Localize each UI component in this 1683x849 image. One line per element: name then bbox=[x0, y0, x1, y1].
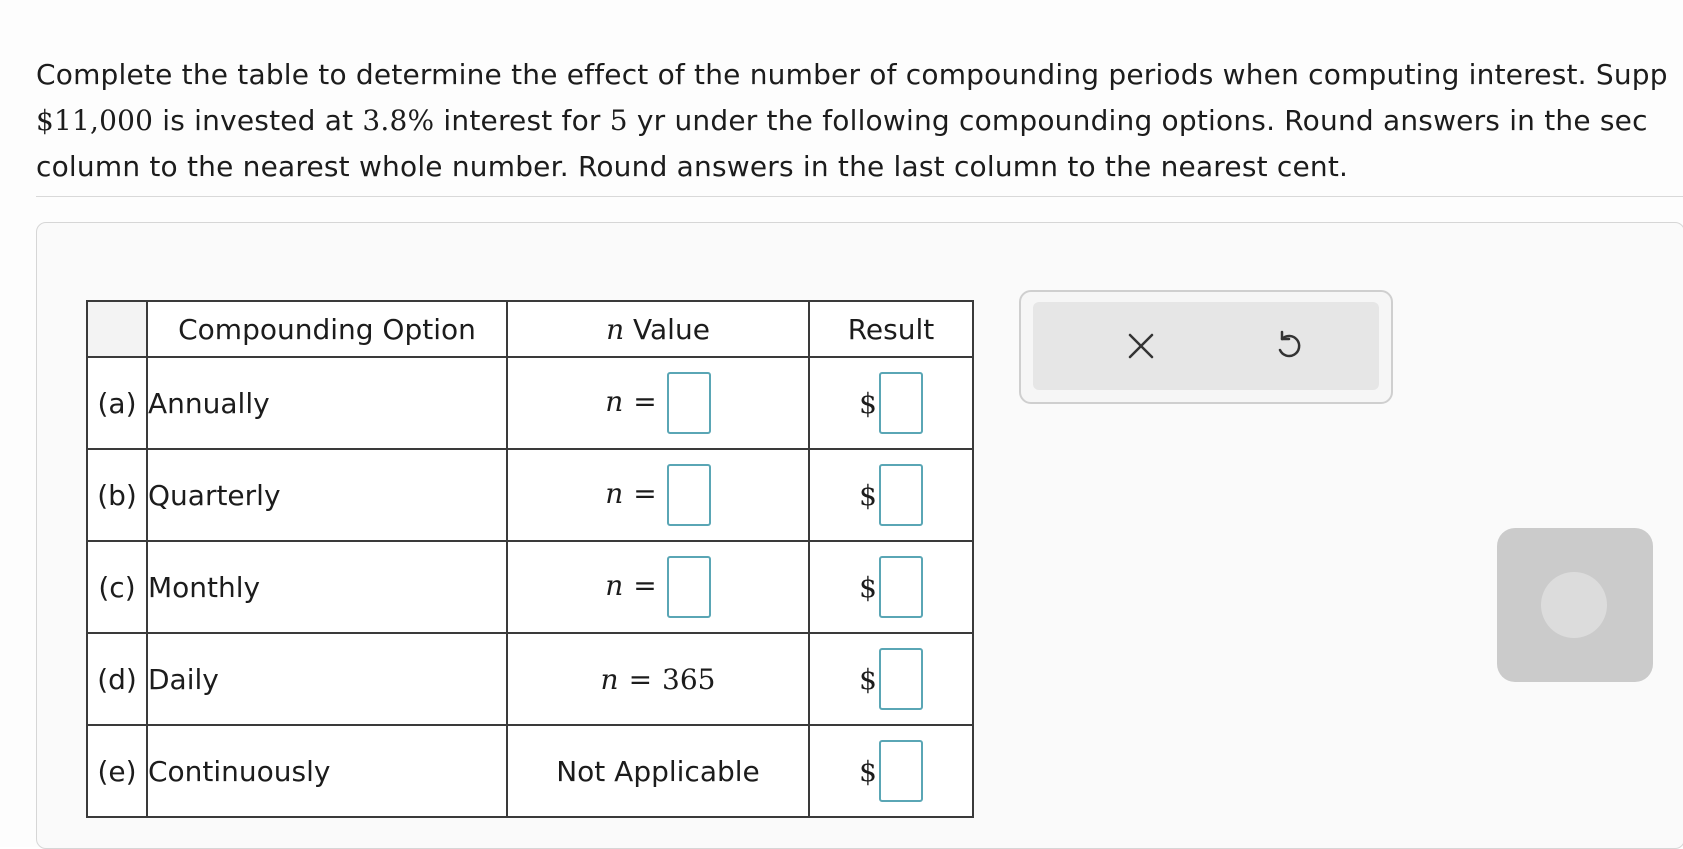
undo-button[interactable] bbox=[1265, 322, 1313, 370]
instructions-line-1: Complete the table to determine the effect of the number of compounding periods when computing interest. Supp bbox=[36, 58, 1668, 91]
table-row bbox=[87, 541, 973, 633]
result-input[interactable] bbox=[879, 648, 923, 710]
row-option: Monthly bbox=[147, 541, 507, 633]
n-variable: n bbox=[605, 477, 624, 510]
equals-sign: = bbox=[633, 385, 657, 418]
equals-sign: = bbox=[633, 477, 657, 510]
result-input[interactable] bbox=[879, 372, 923, 434]
n-variable: n bbox=[605, 569, 624, 602]
row-letter: (b) bbox=[87, 449, 147, 541]
header-n-variable: n bbox=[606, 312, 625, 346]
row-letter: (c) bbox=[87, 541, 147, 633]
header-n-value bbox=[507, 301, 809, 357]
toolbar-inner bbox=[1033, 302, 1379, 390]
circle-shape bbox=[1541, 572, 1607, 638]
header-corner-cell bbox=[87, 301, 147, 357]
dollar-sign: $ bbox=[859, 662, 877, 696]
n-value-cell bbox=[507, 725, 809, 817]
equals-sign: = bbox=[628, 662, 653, 696]
row-letter: (a) bbox=[87, 357, 147, 449]
n-value-given: 365 bbox=[662, 662, 716, 696]
result-cell bbox=[809, 633, 973, 725]
table-row bbox=[87, 357, 973, 449]
header-compounding-option: Compounding Option bbox=[147, 301, 507, 357]
row-option: Daily bbox=[147, 633, 507, 725]
row-letter: (e) bbox=[87, 725, 147, 817]
instructions-text: is invested at bbox=[153, 104, 363, 137]
n-variable: n bbox=[605, 385, 624, 418]
result-input[interactable] bbox=[879, 740, 923, 802]
problem-instructions bbox=[36, 52, 1683, 190]
table-row bbox=[87, 633, 973, 725]
header-n-value-label: Value bbox=[624, 312, 710, 346]
result-input[interactable] bbox=[879, 556, 923, 618]
instructions-line-3: column to the nearest whole number. Round answers in the last column to the nearest cent. bbox=[36, 150, 1349, 183]
not-applicable-text: Not Applicable bbox=[556, 754, 760, 788]
table-row bbox=[87, 725, 973, 817]
answer-toolbar bbox=[1019, 290, 1393, 404]
gray-overlay-widget bbox=[1497, 528, 1653, 682]
interest-rate: 3.8% bbox=[362, 104, 435, 137]
result-cell bbox=[809, 449, 973, 541]
row-option: Annually bbox=[147, 357, 507, 449]
result-cell bbox=[809, 541, 973, 633]
row-option: Quarterly bbox=[147, 449, 507, 541]
n-value-input[interactable] bbox=[667, 464, 711, 526]
dollar-sign: $ bbox=[859, 754, 877, 788]
table-header-row bbox=[87, 301, 973, 357]
n-variable: n bbox=[600, 662, 619, 696]
divider bbox=[36, 196, 1683, 197]
table-row bbox=[87, 449, 973, 541]
row-option: Continuously bbox=[147, 725, 507, 817]
n-value-cell bbox=[507, 633, 809, 725]
n-value-input[interactable] bbox=[667, 556, 711, 618]
undo-icon bbox=[1274, 330, 1304, 362]
clear-button[interactable] bbox=[1117, 322, 1165, 370]
header-result: Result bbox=[809, 301, 973, 357]
equals-sign: = bbox=[633, 569, 657, 602]
years-value: 5 bbox=[609, 104, 628, 137]
n-value-input[interactable] bbox=[667, 372, 711, 434]
compounding-table bbox=[86, 300, 974, 818]
principal-amount: $11,000 bbox=[36, 104, 154, 137]
result-cell bbox=[809, 725, 973, 817]
dollar-sign: $ bbox=[859, 570, 877, 604]
result-cell bbox=[809, 357, 973, 449]
instructions-line-2 bbox=[36, 98, 1683, 144]
dollar-sign: $ bbox=[859, 478, 877, 512]
instructions-text: interest for bbox=[434, 104, 610, 137]
result-input[interactable] bbox=[879, 464, 923, 526]
dollar-sign: $ bbox=[859, 386, 877, 420]
n-value-cell bbox=[507, 357, 809, 449]
close-icon bbox=[1127, 332, 1155, 360]
row-letter: (d) bbox=[87, 633, 147, 725]
n-value-cell bbox=[507, 541, 809, 633]
instructions-text: yr under the following compounding options. Round answers in the sec bbox=[627, 104, 1648, 137]
n-value-cell bbox=[507, 449, 809, 541]
